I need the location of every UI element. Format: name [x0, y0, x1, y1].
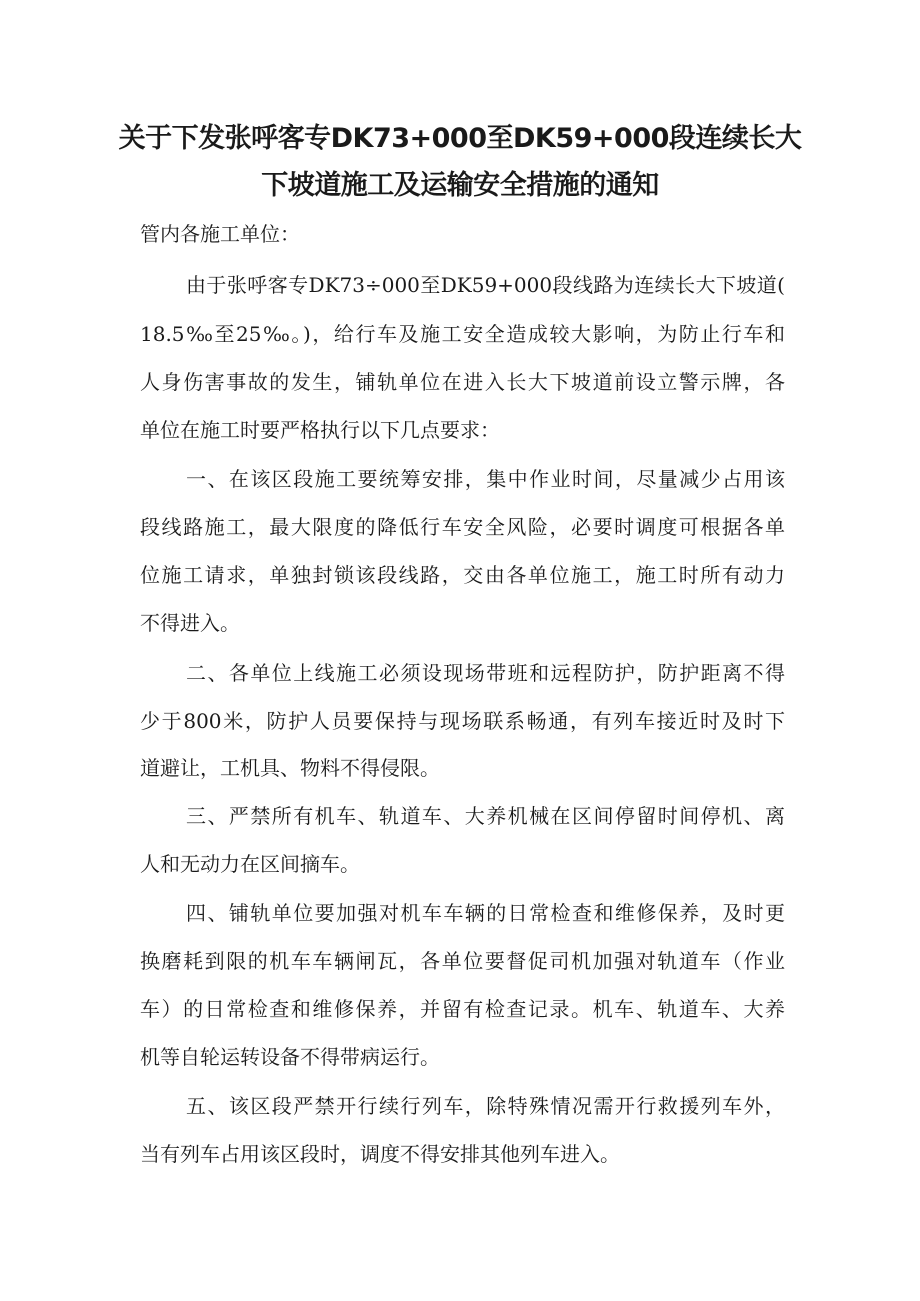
item-4-line: 换磨耗到限的机车车辆闸瓦，各单位要督促司机加强对轨道车（作业 [140, 949, 785, 973]
item-4-line: 机等自轮运转设备不得带病运行。 [140, 1045, 440, 1069]
item-4-line: 四、铺轨单位要加强对机车车辆的日常检查和维修保养，及时更 [186, 901, 785, 925]
item-1-line: 不得进入。 [140, 611, 240, 635]
item-3-line: 三、严禁所有机车、轨道车、大养机械在区间停留时间停机、离 [186, 804, 785, 828]
intro-line: 单位在施工时要严格执行以下几点要求： [140, 418, 500, 442]
item-5-line: 当有列车占用该区段时，调度不得安排其他列车进入。 [140, 1142, 620, 1166]
intro-line: 18.5‰至25‰。)，给行车及施工安全造成较大影响，为防止行车和 [140, 322, 785, 346]
salutation: 管内各施工单位： [140, 222, 300, 246]
document-title-line-2: 下坡道施工及运输安全措施的通知 [261, 170, 659, 201]
item-5-line: 五、该区段严禁开行续行列车，除特殊情况需开行救援列车外， [186, 1094, 785, 1118]
document-title-line-1: 关于下发张呼客专DK73+000至DK59+000段连续长大 [118, 123, 802, 154]
item-1-line: 位施工请求，单独封锁该段线路，交由各单位施工，施工时所有动力 [140, 563, 785, 587]
item-2-line: 道避让，工机具、物料不得侵限。 [140, 756, 440, 780]
item-4-line: 车）的日常检查和维修保养，并留有检查记录。机车、轨道车、大养 [140, 997, 785, 1021]
item-1-line: 段线路施工，最大限度的降低行车安全风险，必要时调度可根据各单 [140, 515, 785, 539]
item-2-line: 二、各单位上线施工必须设现场带班和远程防护，防护距离不得 [186, 661, 785, 685]
item-1-line: 一、在该区段施工要统筹安排，集中作业时间，尽量减少占用该 [186, 467, 785, 491]
item-3-line: 人和无动力在区间摘车。 [140, 852, 360, 876]
item-2-line: 少于800米，防护人员要保持与现场联系畅通，有列车接近时及时下 [140, 709, 785, 733]
intro-line: 由于张呼客专DK73÷000至DK59+000段线路为连续长大下坡道( [186, 273, 785, 297]
intro-line: 人身伤害事故的发生，铺轨单位在进入长大下坡道前设立警示牌，各 [140, 370, 785, 394]
